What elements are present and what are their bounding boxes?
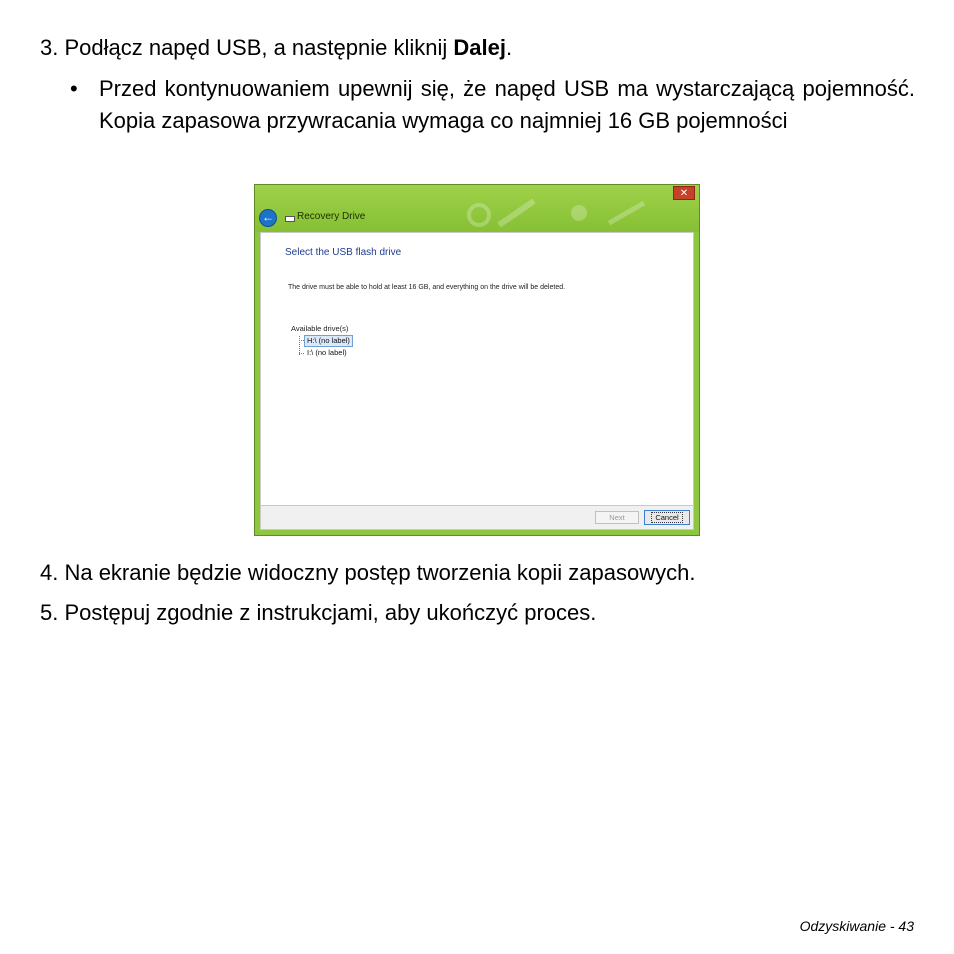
next-button[interactable]: Next xyxy=(595,511,639,524)
available-drives-label: Available drive(s) xyxy=(291,324,349,333)
drive-item-h[interactable]: H:\ (no label) xyxy=(304,335,353,347)
drive-item-i[interactable]: I:\ (no label) xyxy=(307,348,347,357)
window-button-bar xyxy=(260,506,694,530)
bullet-note xyxy=(70,73,915,137)
page-heading: Select the USB flash drive xyxy=(285,247,402,258)
cancel-button[interactable] xyxy=(644,510,690,525)
close-button[interactable]: ✕ xyxy=(673,186,695,200)
step-3 xyxy=(40,33,512,63)
step-3-bold-dalej: Dalej xyxy=(453,35,506,60)
step-3-text: 3. Podłącz napęd USB, a następnie kliknij xyxy=(40,35,454,60)
bullet-dot-icon: • xyxy=(70,76,78,101)
recovery-drive-window xyxy=(254,184,700,536)
step-5: 5. Postępuj zgodnie z instrukcjami, aby ukończyć proces. xyxy=(40,600,597,625)
drive-icon xyxy=(285,216,295,222)
decorative-tools-icon xyxy=(459,195,649,229)
page-footer: Odzyskiwanie - 43 xyxy=(799,918,914,934)
step-4: 4. Na ekranie będzie widoczny postęp tworzenia kopii zapasowych. xyxy=(40,560,696,585)
back-arrow-icon[interactable]: ← xyxy=(259,209,277,227)
window-content xyxy=(260,232,694,506)
bullet-text: Przed kontynuowaniem upewnij się, że napęd USB ma wystarczającą pojemność. Kopia zapasowa przywracania wymaga co najmniej 16 GB pojemności xyxy=(99,76,915,133)
tree-line xyxy=(299,353,304,354)
drive-requirement-text: The drive must be able to hold at least 16 GB, and everything on the drive will be deleted. xyxy=(288,284,566,291)
step-3-suffix: . xyxy=(505,35,513,60)
cancel-button-label: Cancel xyxy=(651,512,682,523)
window-title: Recovery Drive xyxy=(297,211,366,222)
